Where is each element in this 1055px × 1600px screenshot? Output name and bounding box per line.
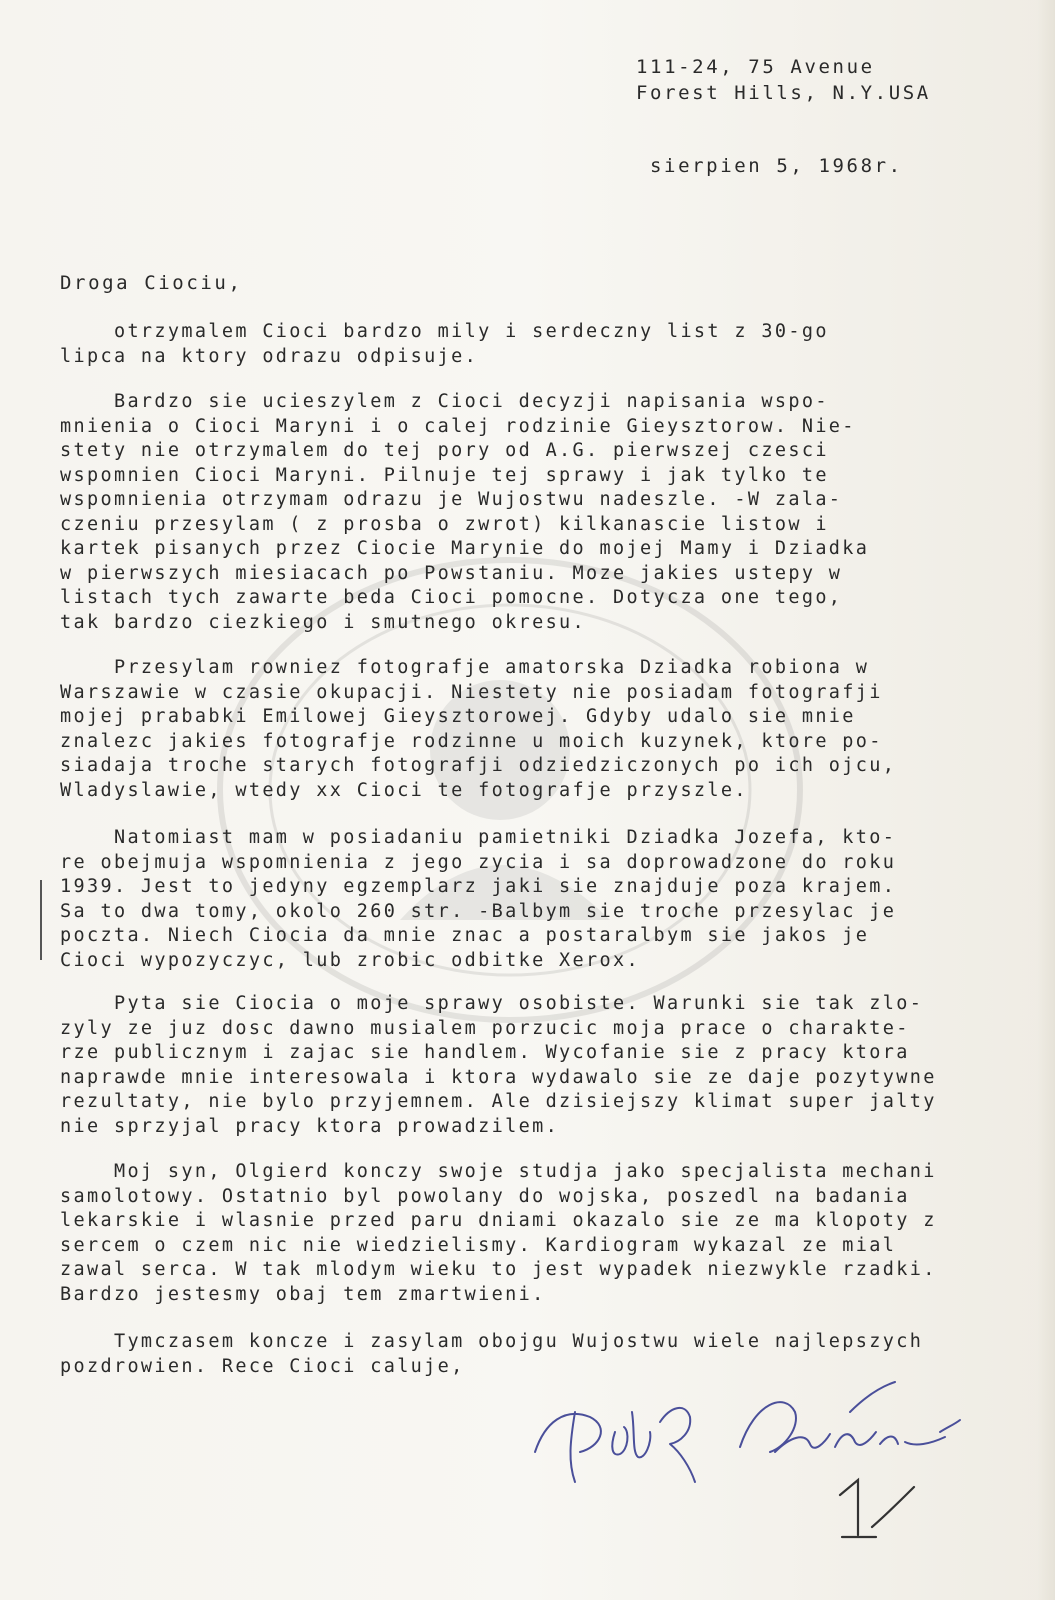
- salutation: Droga Ciociu,: [60, 272, 243, 294]
- page-number: [820, 1465, 920, 1545]
- paragraph-3: Przesylam rowniez fotografje amatorska Dziadka robiona w Warszawie w czasie okupacji. Niestety nie posiadam fotografji mojej prababki Emilowej Gieysztorowej. Gdyby udalo sie mnie znalezc jakies fotografje rodzinne u moich kuzynek, ktore po- siadaja troche starych fotografji odziedziczonych po ich ojcu, Wladyslawie, wtedy xx Cioci te fotografje przyszle.: [60, 657, 897, 801]
- sender-address: [636, 54, 931, 106]
- address-line-1: 111-24, 75 Avenue: [636, 56, 875, 78]
- paragraph-4: Natomiast mam w posiadaniu pamietniki Dziadka Jozefa, kto- re obejmuja wspomnienia z jego zycia i sa doprowadzone do roku 1939. Jest to jedyny egzemplarz jaki sie znajduje poza krajem. Sa to dwa tomy, okolo 260 str. -Balbym sie troche przesylac je poczta. Niech Ciocia da mnie znac a postaralbym sie jakos je Cioci wypozyczyc, lub zrobic odbitke Xerox.: [60, 827, 897, 971]
- address-line-2: Forest Hills, N.Y.USA: [636, 82, 931, 104]
- paragraph-5: Pyta sie Ciocia o moje sprawy osobiste. Warunki sie tak zlo- zyly ze juz dosc dawno musialem porzucic moja prace o charakte- rze publicznym i zajac sie handlem. Wycofanie sie z pracy ktora naprawde mnie interesowala i ktora wydawalo sie ze daje pozytywne rezultaty, nie bylo przyjemnem. Ale dzisiejszy klimat super jalty nie sprzyjal pracy ktora prowadzilem.: [60, 993, 937, 1137]
- paragraph-7: Tymczasem koncze i zasylam obojgu Wujostwu wiele najlepszych pozdrowien. Rece Cioci caluje,: [60, 1331, 924, 1377]
- page-number-text: 1: [820, 1465, 821, 1466]
- paragraph-6: Moj syn, Olgierd konczy swoje studja jako specjalista mechani samolotowy. Ostatnio byl powolany do wojska, poszedl na badania lekarskie i wlasnie przed paru dniami okazalo sie ze ma klopoty z sercem o czem nic nie wiedzielismy. Kardiogram wykazal ze mial zawal serca. W tak mlodym wieku to jest wypadek niezwykle rzadki. Bardzo jestesmy obaj tem zmartwieni.: [60, 1161, 937, 1305]
- paragraph-2: Bardzo sie ucieszylem z Cioci decyzji napisania wspo- mnienia o Cioci Maryni i o calej rodzinie Gieysztorow. Nie- stety nie otrzymalem do tej pory od A.G. pierwszej czesci wspomnien Cioci Maryni. Pilnuje tej sprawy i jak tylko te wspomnienia otrzymam odrazu je Wujostwu nadeszle. -W zala- czeniu przesylam ( z prosba o zwrot) kilkanascie listow i kartek pisanych przez Ciocie Marynie do mojej Mamy i Dziadka w pierwszych miesiacach po Powstaniu. Moze jakies ustepy w listach tych zawarte beda Cioci pomocne. Dotycza one tego, tak bardzo ciezkiego i smutnego okresu.: [60, 391, 870, 633]
- paper-edge-shadow: [1037, 0, 1055, 1600]
- paragraph-1: otrzymalem Cioci bardzo mily i serdeczny list z 30-go lipca na ktory odrazu odpisuje.: [60, 321, 829, 367]
- margin-mark: [40, 880, 42, 960]
- letter-date: sierpien 5, 1968r.: [650, 155, 903, 177]
